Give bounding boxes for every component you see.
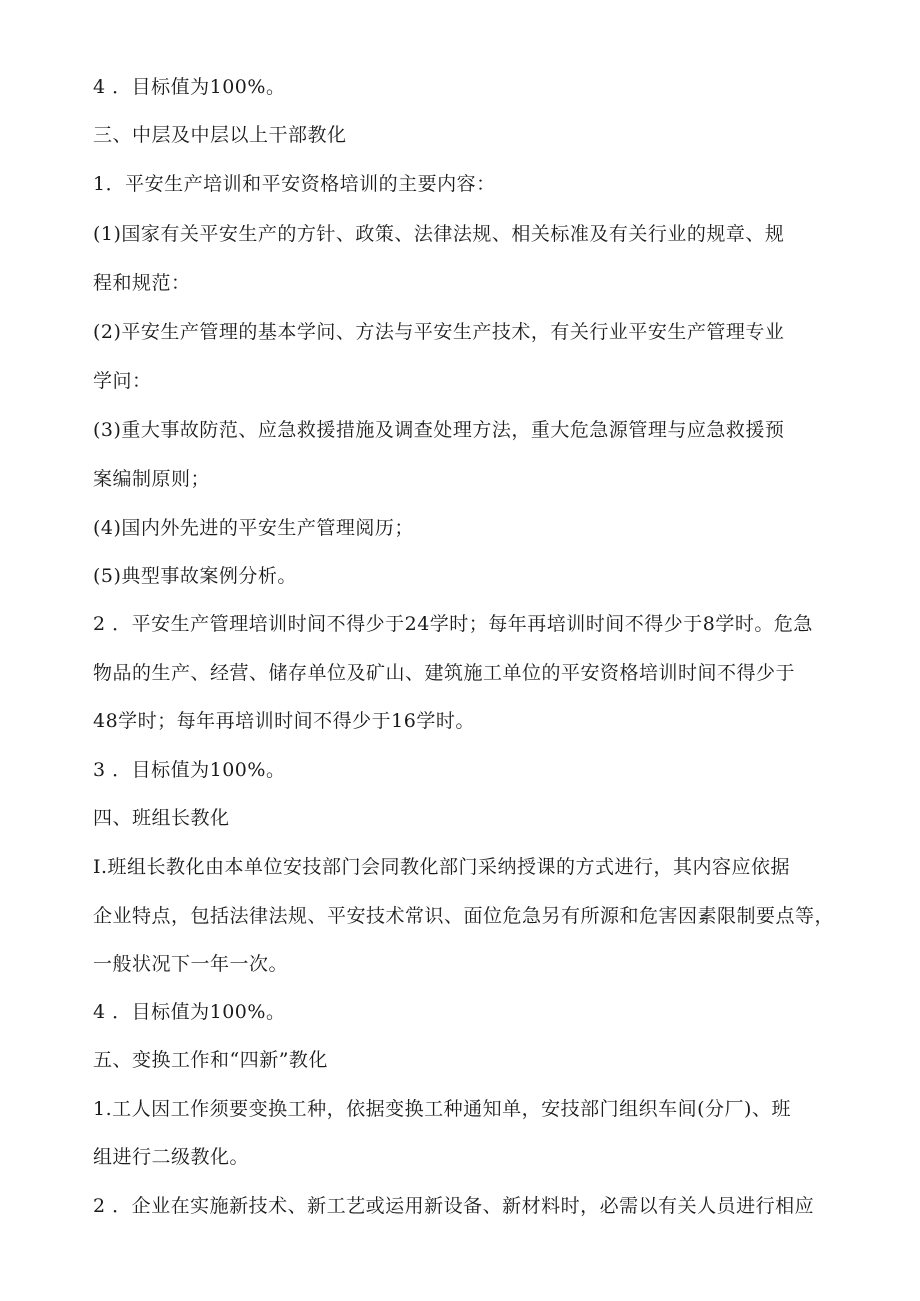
text-line: (2)平安生产管理的基本学问、方法与平安生产技术，有关行业平安生产管理专业 — [93, 321, 785, 343]
text-line: 一般状况下一年一次。 — [93, 953, 289, 975]
text-line: 物品的生产、经营、储存单位及矿山、建筑施工单位的平安资格培训时间不得少于 — [93, 662, 796, 684]
text-line: (4)国内外先进的平安生产管理阅历； — [93, 517, 414, 539]
text-line: 3 ．目标值为100%。 — [93, 759, 286, 781]
text-line: 组进行二级教化。 — [93, 1146, 250, 1168]
text-line: 4 ．目标值为100%。 — [93, 1001, 286, 1023]
text-line: (5)典型事故案例分析。 — [93, 565, 297, 587]
text-line: 企业特点，包括法律法规、平安技术常识、面位危急另有所源和危害因素限制要点等， — [93, 905, 835, 927]
section-heading: 四、班组长教化 — [93, 807, 230, 829]
text-line: 1．平安生产培训和平安资格培训的主要内容： — [93, 173, 496, 195]
text-line: 2 ．平安生产管理培训时间不得少于24学时；每年再培训时间不得少于8学时。危急 — [93, 613, 813, 635]
text-line: (1)国家有关平安生产的方针、政策、法律法规、相关标准及有关行业的规章、规 — [93, 223, 785, 245]
text-line: 48学时；每年再培训时间不得少于16学时。 — [93, 710, 475, 732]
section-heading: 五、变换工作和“四新”教化 — [93, 1049, 328, 1071]
section-heading: 三、中层及中层以上干部教化 — [93, 124, 347, 146]
text-line: I.班组长教化由本单位安技部门会同教化部门采纳授课的方式进行，其内容应依据 — [93, 856, 791, 878]
text-line: 学问： — [93, 370, 152, 392]
text-line: 2 ．企业在实施新技术、新工艺或运用新设备、新材料时，必需以有关人员进行相应 — [93, 1195, 815, 1217]
text-line: (3)重大事故防范、应急救援措施及调查处理方法，重大危急源管理与应急救援预 — [93, 419, 785, 441]
text-line: 案编制原则； — [93, 468, 211, 490]
text-line: 1.工人因工作须要变换工种，依据变换工种通知单，安技部门组织车间(分厂)、班 — [93, 1098, 791, 1120]
text-line: 4 ．目标值为100%。 — [93, 76, 286, 98]
text-line: 程和规范： — [93, 272, 191, 294]
